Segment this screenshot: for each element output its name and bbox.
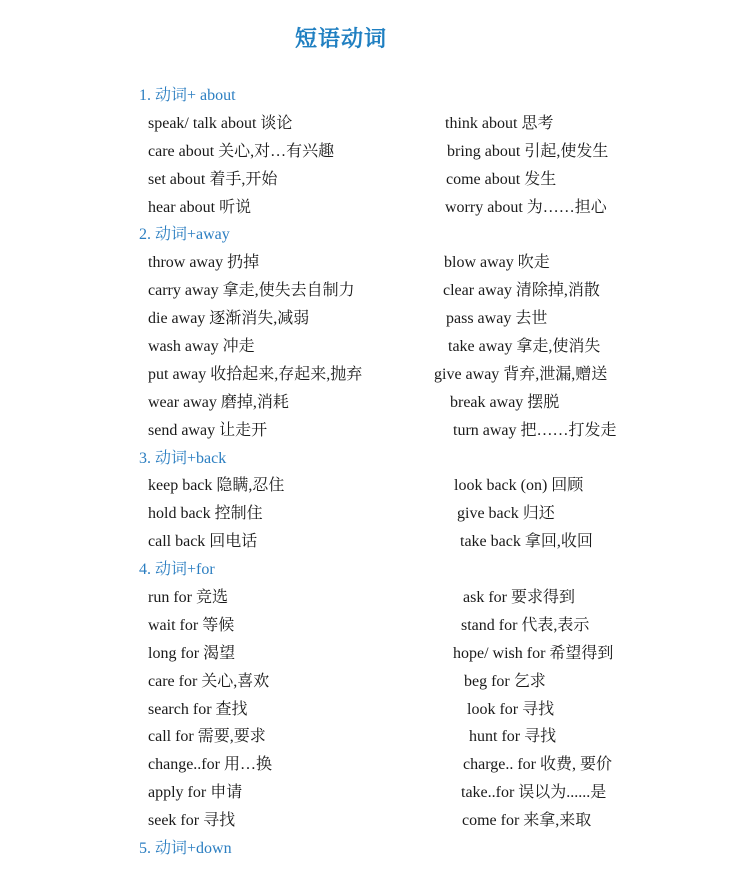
phrase-left: set about 着手,开始 bbox=[148, 170, 278, 188]
phrase-row bbox=[0, 166, 752, 194]
phrase-right: beg for 乞求 bbox=[464, 672, 546, 690]
phrase-right: charge.. for 收费, 要价 bbox=[463, 756, 613, 774]
phrase-row bbox=[0, 612, 752, 640]
phrase-row bbox=[0, 751, 752, 779]
phrase-left: care for 关心,喜欢 bbox=[148, 672, 270, 690]
phrase-left: long for 渴望 bbox=[148, 644, 236, 662]
phrase-row bbox=[0, 500, 752, 528]
section-header: 4. 动词+for bbox=[139, 561, 215, 579]
phrase-row bbox=[0, 249, 752, 277]
phrase-left: call back 回电话 bbox=[148, 533, 258, 551]
phrase-right: ask for 要求得到 bbox=[463, 589, 575, 607]
phrase-row bbox=[0, 361, 752, 389]
phrase-right: give back 归还 bbox=[457, 505, 555, 523]
phrase-left: wait for 等候 bbox=[148, 616, 235, 634]
phrase-right: hope/ wish for 希望得到 bbox=[453, 644, 614, 662]
phrase-row bbox=[0, 333, 752, 361]
phrase-left: carry away 拿走,使失去自制力 bbox=[148, 282, 355, 300]
page-title: 短语动词 bbox=[294, 27, 387, 52]
phrase-left: apply for 申请 bbox=[148, 784, 243, 802]
phrase-right: pass away 去世 bbox=[446, 310, 548, 328]
phrase-right: take..for 误以为......是 bbox=[461, 784, 607, 802]
section-header: 2. 动词+away bbox=[139, 226, 230, 244]
phrase-left: care about 关心,对…有兴趣 bbox=[148, 142, 335, 160]
phrase-left: wear away 磨掉,消耗 bbox=[148, 393, 289, 411]
phrase-left: hear about 听说 bbox=[148, 198, 252, 216]
phrase-right: bring about 引起,使发生 bbox=[447, 142, 609, 160]
phrasal-verb-list bbox=[0, 82, 752, 863]
phrase-row bbox=[0, 640, 752, 668]
phrase-row bbox=[0, 389, 752, 417]
phrase-right: break away 摆脱 bbox=[450, 393, 560, 411]
phrase-row bbox=[0, 528, 752, 556]
phrase-right: clear away 清除掉,消散 bbox=[443, 282, 600, 300]
phrase-row bbox=[0, 138, 752, 166]
phrase-left: die away 逐渐消失,减弱 bbox=[148, 310, 310, 328]
phrase-left: seek for 寻找 bbox=[148, 812, 236, 830]
phrase-right: take away 拿走,使消失 bbox=[448, 338, 601, 356]
phrase-row bbox=[0, 723, 752, 751]
phrase-right: hunt for 寻找 bbox=[469, 728, 557, 746]
phrase-row bbox=[0, 472, 752, 500]
phrase-left: put away 收拾起来,存起来,抛弃 bbox=[148, 365, 363, 383]
phrase-row bbox=[0, 779, 752, 807]
section-header: 3. 动词+back bbox=[139, 449, 227, 467]
phrase-left: run for 竞选 bbox=[148, 589, 228, 607]
phrase-left: search for 查找 bbox=[148, 700, 248, 718]
phrase-row bbox=[0, 668, 752, 696]
phrase-right: give away 背弃,泄漏,赠送 bbox=[434, 365, 608, 383]
phrase-left: throw away 扔掉 bbox=[148, 254, 260, 272]
phrase-row bbox=[0, 110, 752, 138]
phrase-row bbox=[0, 194, 752, 222]
phrase-left: change..for 用…换 bbox=[148, 756, 272, 774]
phrase-row bbox=[0, 305, 752, 333]
phrase-row bbox=[0, 584, 752, 612]
phrase-right: turn away 把……打发走 bbox=[453, 421, 617, 439]
phrase-left: keep back 隐瞒,忍住 bbox=[148, 477, 285, 495]
phrase-right: come about 发生 bbox=[446, 170, 557, 188]
phrase-row bbox=[0, 696, 752, 724]
phrase-right: take back 拿回,收回 bbox=[460, 533, 593, 551]
phrase-right: worry about 为……担心 bbox=[445, 198, 607, 216]
phrase-right: come for 来拿,来取 bbox=[462, 812, 592, 830]
phrase-right: stand for 代表,表示 bbox=[461, 616, 590, 634]
section-header: 5. 动词+down bbox=[139, 840, 232, 858]
phrase-right: look back (on) 回顾 bbox=[454, 477, 584, 495]
phrase-left: hold back 控制住 bbox=[148, 505, 263, 523]
section-header: 1. 动词+ about bbox=[139, 87, 236, 104]
phrase-right: think about 思考 bbox=[445, 114, 554, 132]
phrase-row bbox=[0, 417, 752, 445]
phrase-row bbox=[0, 277, 752, 305]
phrase-right: blow away 吹走 bbox=[444, 254, 550, 272]
phrase-left: speak/ talk about 谈论 bbox=[148, 114, 293, 132]
phrase-left: send away 让走开 bbox=[148, 421, 268, 439]
phrase-row bbox=[0, 807, 752, 835]
phrase-left: wash away 冲走 bbox=[148, 338, 255, 356]
phrase-left: call for 需要,要求 bbox=[148, 728, 266, 746]
phrase-right: look for 寻找 bbox=[467, 700, 555, 718]
